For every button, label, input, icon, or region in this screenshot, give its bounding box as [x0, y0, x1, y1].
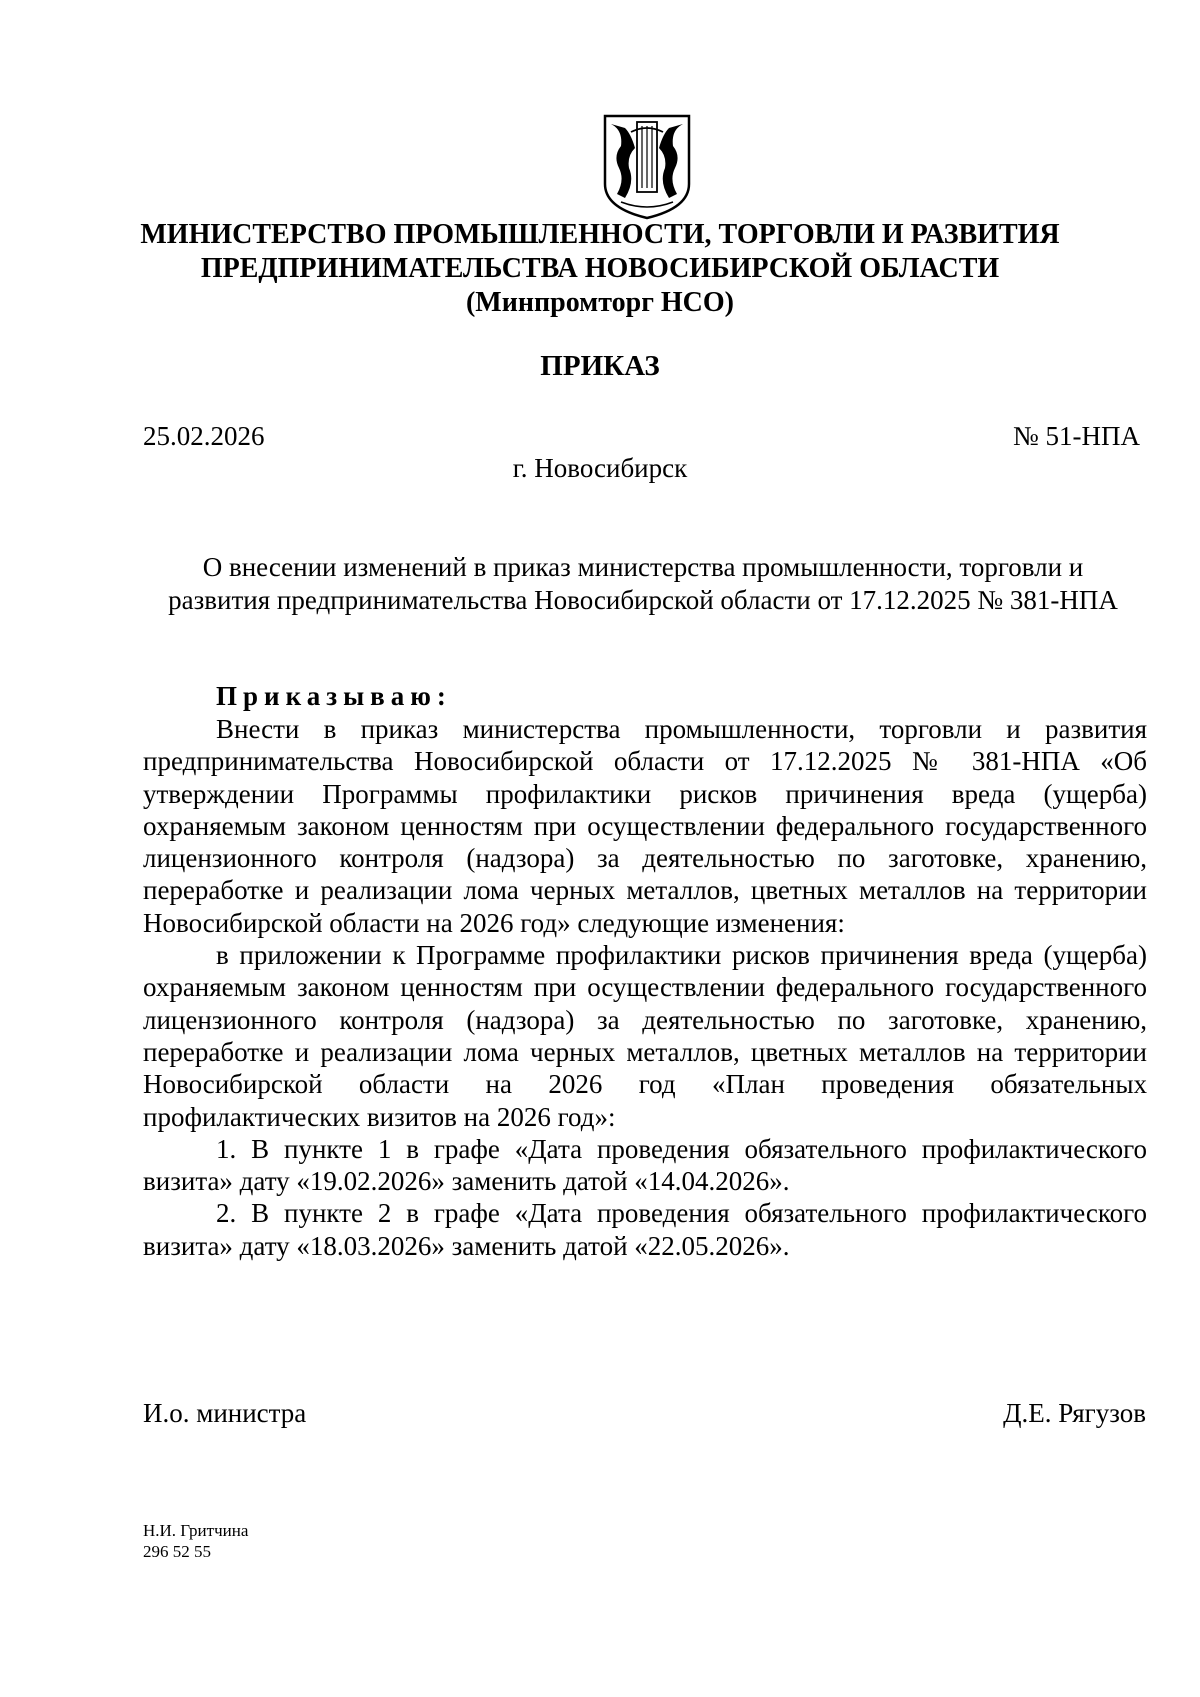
subject-line: развития предпринимательства Новосибирской области от 17.12.2025 № 381-НПА: [168, 585, 1118, 615]
document-date: 25.02.2026: [143, 421, 265, 451]
body-paragraph: 2. В пункте 2 в графе «Дата проведения обязательного профилактического визита» дату «18.03.2026» заменить датой «22.05.2026».: [143, 1198, 1147, 1261]
order-word: Приказываю:: [216, 681, 452, 711]
document-body: [143, 713, 1147, 1262]
organization-name-line1: МИНИСТЕРСТВО ПРОМЫШЛЕННОСТИ, ТОРГОВЛИ И РАЗВИТИЯ: [140, 219, 1060, 250]
executor-phone: 296 52 55: [143, 1542, 211, 1561]
body-paragraph: Внести в приказ министерства промышленности, торговли и развития предпринимательства Новосибирской области от 17.12.2025 № 381-НПА «Об утверждении Программы профилактики рисков причинения вреда (ущерба) охраняемым законом ценностям при осуществлении федерального государственного лицензионного контроля (надзора) за деятельностью по заготовке, хранению, переработке и реализации лома черных металлов, цветных металлов на территории Новосибирской области на 2026 год» следующие изменения:: [143, 714, 1147, 938]
signer-position: И.о. министра: [143, 1398, 307, 1428]
body-paragraph: 1. В пункте 1 в графе «Дата проведения обязательного профилактического визита» дату «19.02.2026» заменить датой «14.04.2026».: [143, 1133, 1147, 1197]
novosibirsk-coat-of-arms-icon: [601, 112, 693, 222]
subject-line: О внесении изменений в приказ министерства промышленности, торговли и: [202, 552, 1084, 582]
executor-name: Н.И. Гритчина: [143, 1521, 249, 1540]
document-city: г. Новосибирск: [512, 453, 688, 483]
signer-name: Д.Е. Рягузов: [1003, 1398, 1146, 1428]
document-subject: [140, 551, 1146, 617]
organization-name-line2: ПРЕДПРИНИМАТЕЛЬСТВА НОВОСИБИРСКОЙ ОБЛАСТИ: [200, 253, 1000, 284]
organization-header: [0, 218, 1200, 320]
document-title: ПРИКАЗ: [540, 350, 660, 382]
document-number: № 51-НПА: [1013, 421, 1140, 451]
body-paragraph: в приложении к Программе профилактики рисков причинения вреда (ущерба) охраняемым законом ценностям при осуществлении федерального государственного лицензионного контроля (надзора) за деятельностью по заготовке, хранению, переработке и реализации лома черных металлов, цветных металлов на территории Новосибирской области на 2026 год «План проведения обязательных профилактических визитов на 2026 год»:: [143, 940, 1147, 1132]
executor-info: [143, 1520, 248, 1562]
organization-short-name: (Минпромторг НСО): [465, 287, 735, 318]
